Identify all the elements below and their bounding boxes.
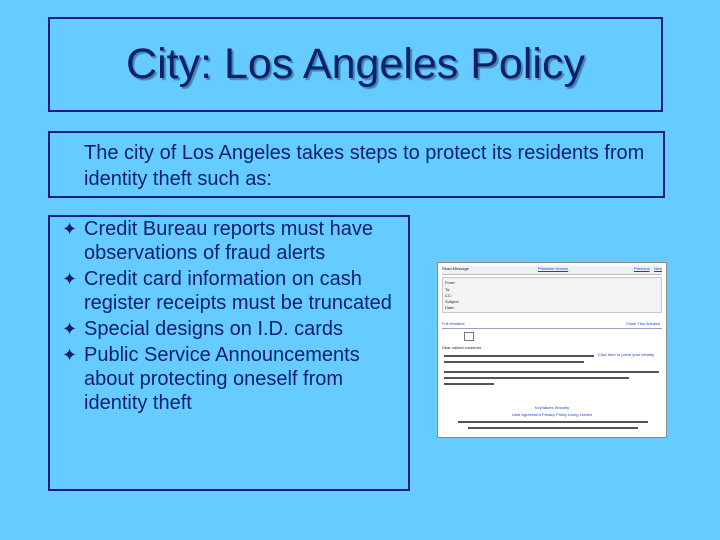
bullet-text: Credit card information on cash register receipts must be truncated [84,268,392,314]
text-line [458,421,648,423]
to-label: To: [445,287,451,292]
next-link: Next [654,266,662,271]
bullet-text: Credit Bureau reports must have observations of fraud alerts [84,218,374,264]
email-header [442,277,662,313]
bullet-item [62,217,392,265]
slide-title: City: Los Angeles Policy [126,40,585,88]
prove-identity-link: Click here to prove your identity [598,352,655,357]
bullet-list [62,217,392,417]
bullet-star-icon: ✦ [62,345,78,365]
date-label: Date: [445,305,455,310]
subject-label: Subject: [445,299,460,304]
cc-label: CC: [445,293,452,298]
email-salutation: Dear valued customer, [442,345,483,350]
intro-box [48,131,665,198]
email-header-links [442,321,662,326]
full-headers-link: Full Headers [442,321,465,326]
close-window-link: Close This Window [626,321,661,326]
bullet-item [62,343,392,415]
previous-link: Previous [634,266,650,271]
email-footer-links: User Agreement Privacy Policy Living Lender [511,412,593,417]
text-line [444,371,659,373]
text-line [444,355,594,357]
text-line [444,383,494,385]
text-line [444,377,629,379]
bullet-item [62,267,392,315]
image-placeholder-icon [464,332,474,341]
bullet-text: Special designs on I.D. cards [84,318,344,340]
email-footer-title: KeyValues Security [534,405,570,410]
intro-text: The city of Los Angeles takes steps to protect its residents from identity theft such as: [84,142,645,190]
phishing-email-screenshot [437,262,667,438]
text-line [468,427,638,429]
from-label: From: [445,280,456,285]
email-toolbar [442,266,662,275]
email-divider [442,328,662,329]
bullet-star-icon: ✦ [62,269,78,289]
toolbar-read-message: Read Message [442,266,469,271]
bullet-star-icon: ✦ [62,219,78,239]
text-line [444,361,584,363]
title-box [48,17,663,112]
bullet-item [62,317,392,341]
bullet-star-icon: ✦ [62,319,78,339]
printable-version-link: Printable Version [538,266,569,271]
bullet-text: Public Service Announcements about protecting oneself from identity theft [84,344,360,414]
